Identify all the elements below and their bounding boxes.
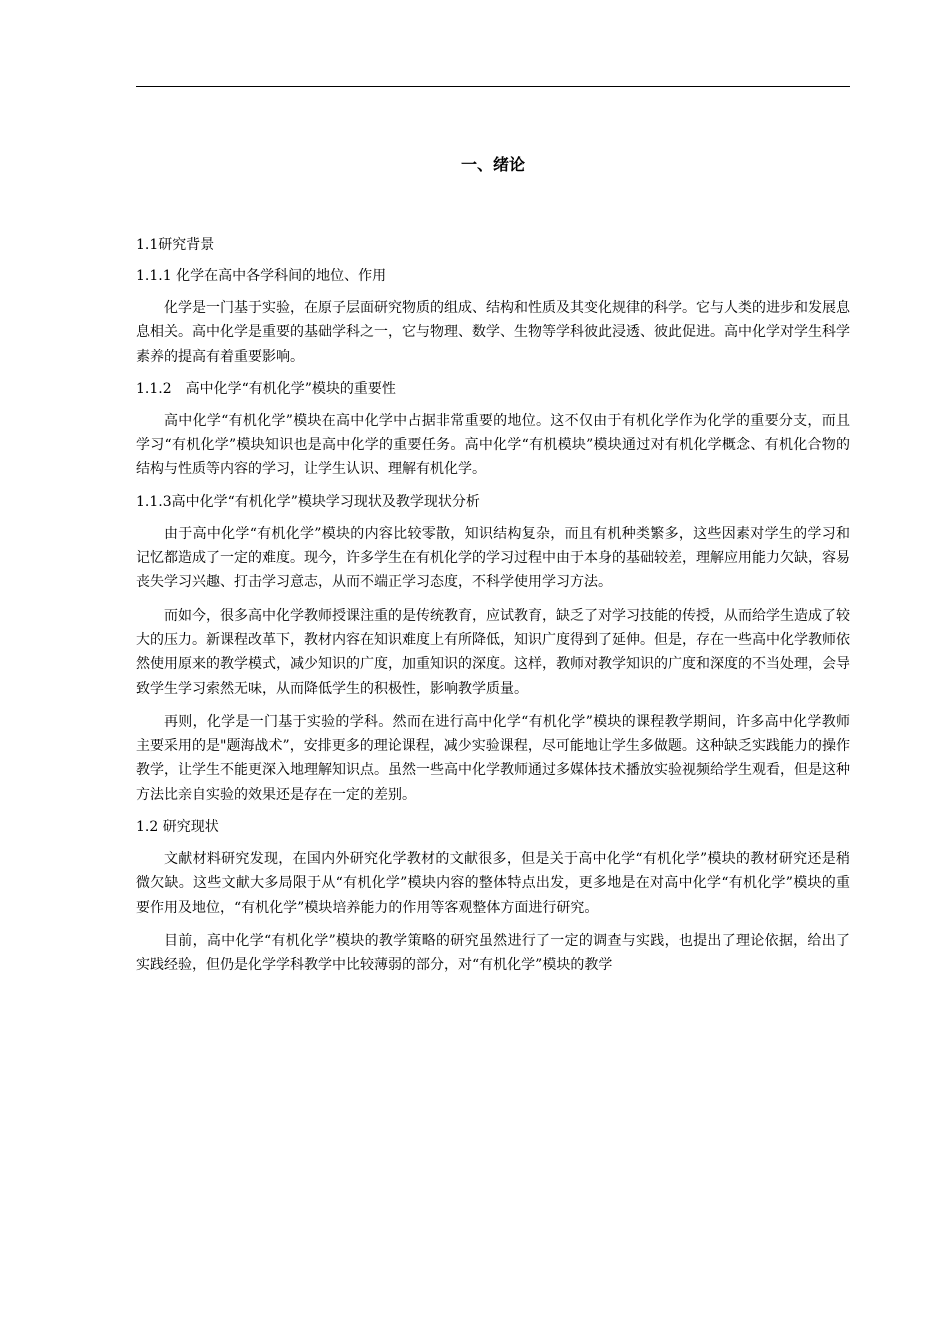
paragraph: 化学是一门基于实验，在原子层面研究物质的组成、结构和性质及其变化规律的科学。它与人类的进步和发展息息相关。高中化学是重要的基础学科之一，它与物理、数学、生物等学科彼此浸透、彼此促进。高中化学对学生科学素养的提高有着重要影响。 [136, 300, 850, 365]
paragraph: 高中化学“有机化学”模块在高中化学中占据非常重要的地位。这不仅由于有机化学作为化学的重要分支，而且学习“有机化学”模块知识也是高中化学的重要任务。高中化学“有机模块”模块通过对有机化学概念、有机化合物的结构与性质等内容的学习，让学生认识、理解有机化学。 [136, 412, 850, 478]
paragraph: 文献材料研究发现，在国内外研究化学教材的文献很多，但是关于高中化学“有机化学”模块的教材研究还是稍微欠缺。这些文献大多局限于从“有机化学”模块内容的整体特点出发，更多地是在对高中化学“有机化学”模块的重要作用及地位，“有机化学”模块培养能力的作用等客观整体方面进行研究。 [136, 851, 850, 916]
section-heading-1-1-1: 1.1.1 化学在高中各学科间的地位、作用 [136, 268, 387, 284]
paragraph: 再则，化学是一门基于实验的学科。然而在进行高中化学“有机化学”模块的课程教学期间，许多高中化学教师主要采用的是"题海战术”，安排更多的理论课程，减少实验课程，尽可能地让学生多做题。这种缺乏实践能力的操作教学，让学生不能更深入地理解知识点。虽然一些高中化学教师通过多媒体技术播放实验视频给学生观看，但是这种方法比亲自实验的效果还是存在一定的差别。 [136, 713, 850, 803]
paragraph: 而如今，很多高中化学教师授课注重的是传统教育，应试教育，缺乏了对学习技能的传授，从而给学生造成了较大的压力。新课程改革下，教材内容在知识难度上有所降低，知识广度得到了延伸。但是，存在一些高中化学教师依然使用原来的教学模式，减少知识的广度，加重知识的深度。这样，教师对教学知识的广度和深度的不当处理，会导致学生学习索然无味，从而降低学生的积极性，影响教学质量。 [136, 607, 850, 697]
section-heading-1-1: 1.1研究背景 [136, 237, 215, 253]
section-heading-1-2: 1.2 研究现状 [136, 819, 219, 836]
paragraph: 由于高中化学“有机化学”模块的内容比较零散，知识结构复杂，而且有机种类繁多，这些因素对学生的学习和记忆都造成了一定的难度。现今，许多学生在有机化学的学习过程中由于本身的基础较差，理解应用能力欠缺，容易丧失学习兴趣、打击学习意志，从而不端正学习态度，不科学使用学习方法。 [136, 525, 850, 591]
section-heading-1-1-2: 1.1.2 高中化学“有机化学”模块的重要性 [136, 380, 396, 397]
paragraph: 目前，高中化学“有机化学”模块的教学策略的研究虽然进行了一定的调查与实践，也提出了理论依据，给出了实践经验，但仍是化学学科教学中比较薄弱的部分，对“有机化学”模块的教学 [136, 932, 850, 974]
header-rule [136, 86, 850, 87]
chapter-title: 一、绪论 [460, 155, 525, 174]
section-heading-1-1-3: 1.1.3高中化学“有机化学”模块学习现状及教学现状分析 [136, 493, 480, 510]
document-body [136, 234, 850, 987]
